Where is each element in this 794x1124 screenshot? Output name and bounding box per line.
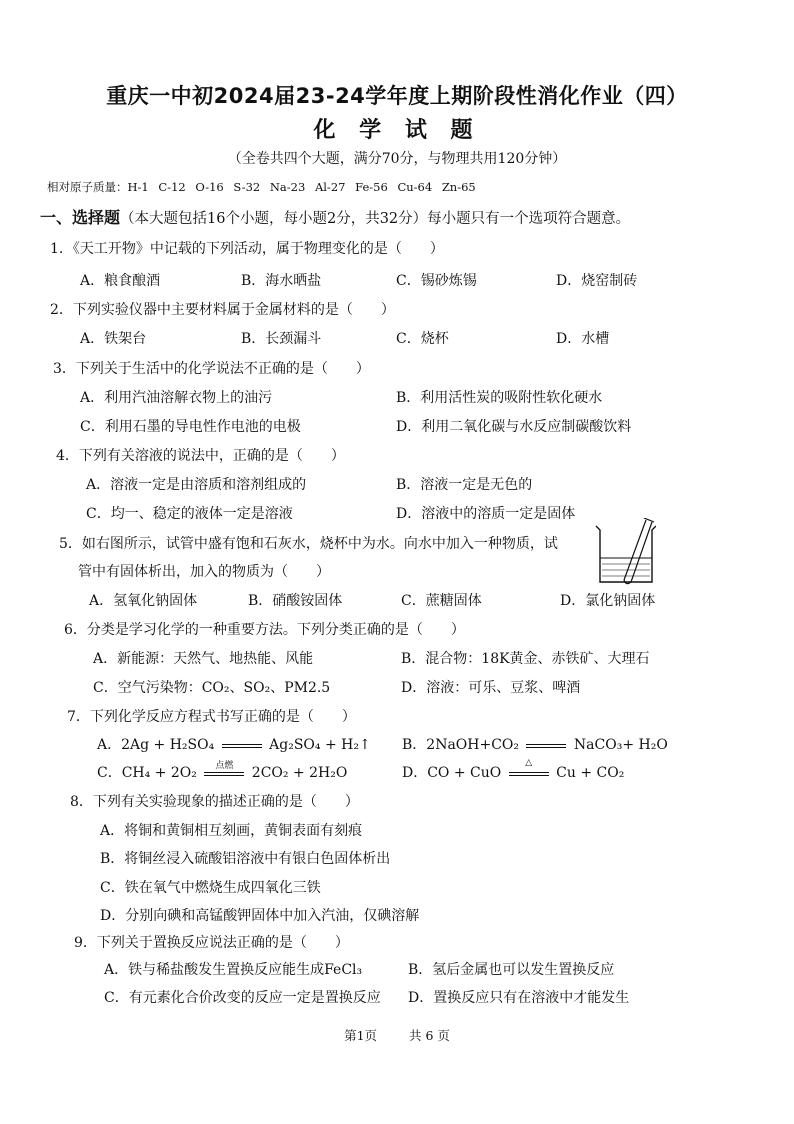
question-4-option-b[interactable]: B．溶液一定是无色的 [396, 477, 533, 493]
question-5-option-d[interactable]: D．氯化钠固体 [560, 593, 656, 609]
question-6-option-b[interactable]: B．混合物：18K黄金、赤铁矿、大理石 [401, 651, 650, 667]
question-3-option-c[interactable]: C．利用石墨的导电性作电池的电极 [80, 419, 301, 435]
question-5-option-b[interactable]: B．硝酸铵固体 [248, 593, 343, 609]
question-1-option-d[interactable]: D．烧窑制砖 [556, 273, 638, 289]
exam-subject: 化 学 试 题 [313, 118, 481, 143]
atomic-masses: 相对原子质量：H-1 C-12 O-16 S-32 Na-23 Al-27 Fe-56 Cu-64 Zn-65 [47, 180, 476, 194]
section-heading [40, 205, 630, 228]
exam-title: 重庆一中初2024届23-24学年度上期阶段性消化作业（四） [106, 84, 688, 108]
question-4-stem: 4．下列有关溶液的说法中，正确的是（ ） [56, 448, 345, 464]
question-8-option-b[interactable]: B．将铜丝浸入硫酸铝溶液中有银白色固体析出 [100, 851, 391, 867]
question-3-option-a[interactable]: A．利用汽油溶解衣物上的油污 [80, 390, 273, 406]
question-7-option-c[interactable] [97, 762, 347, 782]
question-5-stem-cont: 管中有固体析出，加入的物质为（ ） [78, 564, 330, 580]
question-9-option-a[interactable]: A．铁与稀盐酸发生置换反应能生成FeCl₃ [104, 962, 363, 978]
question-2-option-b[interactable]: B．长颈漏斗 [241, 331, 322, 347]
eq-c-right: 2CO₂ + 2H₂O [251, 765, 348, 781]
ignite-arrow-icon [204, 761, 244, 779]
question-5-stem: 5．如右图所示，试管中盛有饱和石灰水，烧杯中为水。向水中加入一种物质，试 [59, 536, 558, 552]
question-2-option-a[interactable]: A．铁架台 [80, 331, 147, 347]
page-footer [0, 1026, 794, 1044]
question-6-option-a[interactable]: A．新能源：天然气、地热能、风能 [93, 651, 314, 667]
condition-ignite: 点燃 [215, 761, 234, 771]
eq-d-left: D．CO + CuO [402, 765, 502, 781]
eq-a-left: A．2Ag + H₂SO₄ [97, 737, 215, 753]
heat-arrow-icon [509, 758, 549, 779]
eq-c-left: C．CH₄ + 2O₂ [97, 765, 197, 781]
exam-note: （全卷共四个大题，满分70分，与物理共用120分钟） [227, 151, 567, 167]
page-total: 共 6 页 [409, 1028, 450, 1043]
question-8-stem: 8．下列有关实验现象的描述正确的是（ ） [70, 794, 359, 810]
question-7-stem: 7．下列化学反应方程式书写正确的是（ ） [67, 709, 356, 725]
question-1-stem: 1．《天工开物》中记载的下列活动，属于物理变化的是（ ） [50, 241, 444, 257]
question-6-stem: 6．分类是学习化学的一种重要方法。下列分类正确的是（ ） [64, 622, 465, 638]
section-desc: （本大题包括16个小题，每小题2分，共32分）每小题只有一个选项符合题意。 [120, 211, 631, 227]
question-9-option-d[interactable]: D．置换反应只有在溶液中才能发生 [408, 990, 630, 1006]
eq-d-right: Cu + CO₂ [556, 765, 625, 781]
eq-b-right: NaCO₃+ H₂O [573, 737, 668, 753]
question-9-option-c[interactable]: C．有元素化合价改变的反应一定是置换反应 [104, 990, 381, 1006]
question-1-option-a[interactable]: A．粮食酿酒 [80, 273, 161, 289]
condition-heat: △ [525, 758, 533, 768]
page-number: 第1页 [344, 1028, 378, 1043]
question-7-option-a[interactable] [97, 734, 371, 754]
beaker-test-tube-diagram [594, 518, 656, 586]
question-7-option-d[interactable] [402, 758, 625, 782]
question-1-option-b[interactable]: B．海水晒盐 [241, 273, 322, 289]
question-5-option-c[interactable]: C．蔗糖固体 [401, 593, 482, 609]
eq-b-left: B．2NaOH+CO₂ [402, 737, 520, 753]
question-3-option-d[interactable]: D．利用二氧化碳与水反应制碳酸饮料 [396, 419, 632, 435]
question-8-option-c[interactable]: C．铁在氧气中燃烧生成四氧化三铁 [100, 880, 321, 896]
question-2-option-d[interactable]: D．水槽 [556, 331, 610, 347]
question-8-option-d[interactable]: D．分别向碘和高锰酸钾固体中加入汽油，仅碘溶解 [100, 908, 420, 924]
question-4-option-c[interactable]: C．均一、稳定的液体一定是溶液 [86, 506, 293, 522]
section-title: 一、选择题 [40, 208, 121, 227]
question-6-option-d[interactable]: D．溶液：可乐、豆浆、啤酒 [401, 680, 581, 696]
question-1-option-c[interactable]: C．锡砂炼锡 [396, 273, 477, 289]
question-5-option-a[interactable]: A．氢氧化钠固体 [89, 593, 198, 609]
question-9-stem: 9．下列关于置换反应说法正确的是（ ） [74, 935, 349, 951]
equals-arrow-icon [526, 739, 566, 751]
question-6-option-c[interactable]: C．空气污染物：CO₂、SO₂、PM2.5 [93, 680, 331, 696]
eq-a-right: Ag₂SO₄ + H₂↑ [269, 737, 371, 753]
question-2-stem: 2．下列实验仪器中主要材料属于金属材料的是（ ） [50, 302, 395, 318]
question-3-stem: 3．下列关于生活中的化学说法不正确的是（ ） [53, 361, 370, 377]
question-7-option-b[interactable] [402, 734, 668, 754]
question-9-option-b[interactable]: B．氢后金属也可以发生置换反应 [408, 962, 615, 978]
question-4-option-a[interactable]: A．溶液一定是由溶质和溶剂组成的 [86, 477, 307, 493]
question-4-option-d[interactable]: D．溶液中的溶质一定是固体 [396, 506, 576, 522]
question-3-option-b[interactable]: B．利用活性炭的吸附性软化硬水 [396, 390, 603, 406]
equals-arrow-icon [222, 739, 262, 751]
question-8-option-a[interactable]: A．将铜和黄铜相互刻画，黄铜表面有刻痕 [100, 823, 363, 839]
question-2-option-c[interactable]: C．烧杯 [396, 331, 449, 347]
